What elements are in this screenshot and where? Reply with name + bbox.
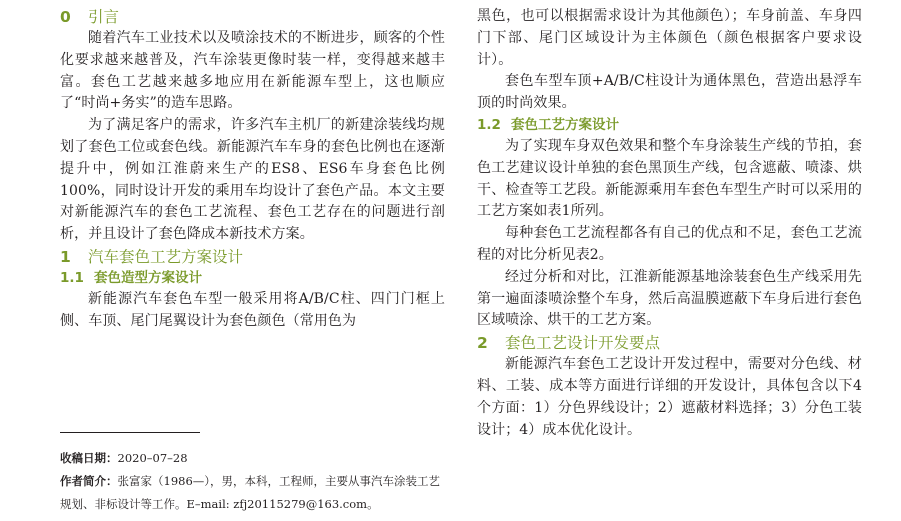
subsection-title: 套色工艺方案设计 — [511, 116, 619, 133]
intro-paragraph-1: 随着汽车工业技术以及喷涂技术的不断进步，顾客的个性化要求越来越普及，汽车涂装更像时装一样，变得越来越丰富。套色工艺越来越多地应用在新能源车型上，这也顺应了“时尚+务实”的造车思路。 — [60, 30, 445, 112]
section-1-1-heading — [60, 268, 445, 289]
section-2-heading — [477, 332, 862, 354]
author-value: 张富家（1986—），男，本科，工程师，主要从事汽车涂装工艺规划、非标设计等工作。E–mail: zfj20115279@163.com。 — [60, 474, 441, 511]
right-column — [477, 6, 862, 441]
section-1-2-paragraph-3: 经过分析和对比，江淮新能源基地涂装套色生产线采用先第一遍面漆喷涂整个车身，然后高温膜遮蔽下车身后进行套色区域喷涂、烘干的工艺方案。 — [477, 268, 862, 329]
received-date-note — [60, 447, 445, 470]
subsection-number: 1.1 — [60, 269, 84, 286]
section-number: 0 — [60, 8, 71, 26]
intro-paragraph-2: 为了满足客户的需求，许多汽车主机厂的新建涂装线均规划了套色工位或套色线。新能源汽车车身的套色比例也在逐渐提升中，例如江淮蔚来生产的ES8、ES6车身套色比例100%，同时设计开发的乘用车均设计了套色产品。本文主要对新能源汽车的套色工艺流程、套色工艺存在的问题进行剖析，并且设计了套色降成本新技术方案。 — [60, 117, 445, 243]
received-value: 2020–07–28 — [117, 451, 188, 465]
section-number: 2 — [477, 334, 488, 353]
section-title: 汽车套色工艺方案设计 — [88, 247, 244, 266]
left-column — [60, 6, 445, 333]
section-1-1-paragraph-1: 新能源汽车套色车型一般采用将A/B/C柱、四门门框上侧、车顶、尾门尾翼设计为套色颜色（常用色为 — [60, 290, 445, 329]
section-1-2-paragraph-1: 为了实现车身双色效果和整个车身涂装生产线的节拍，套色工艺建议设计单独的套色黑顶生产线，包含遮蔽、喷漆、烘干、检查等工艺段。新能源乘用车套色车型生产时可以采用的工艺方案如表1所列。 — [477, 137, 862, 220]
received-label: 收稿日期： — [60, 451, 118, 465]
subsection-number: 1.2 — [477, 116, 501, 133]
section-title: 套色工艺设计开发要点 — [505, 334, 661, 353]
subsection-title: 套色造型方案设计 — [94, 269, 202, 286]
section-title: 引言 — [88, 8, 120, 26]
section-1-1-paragraph-2: 套色车型车顶+A/B/C柱设计为通体黑色，营造出悬浮车顶的时尚效果。 — [477, 73, 862, 112]
author-note — [60, 470, 445, 516]
section-0-heading — [60, 6, 445, 28]
footnote-rule — [60, 432, 200, 433]
section-1-2-heading — [477, 115, 862, 136]
section-2-paragraph-1: 新能源汽车套色工艺设计开发过程中，需要对分色线、材料、工装、成本等方面进行详细的开发设计，具体包含以下4个方面：1）分色界线设计；2）遮蔽材料选择；3）分色工装设计；4）成本优化设计。 — [477, 356, 862, 438]
section-number: 1 — [60, 247, 71, 266]
section-1-2-paragraph-2: 每种套色工艺流程都各有自己的优点和不足，套色工艺流程的对比分析见表2。 — [477, 225, 862, 263]
section-1-heading — [60, 246, 445, 268]
author-label: 作者简介： — [60, 474, 118, 488]
section-1-1-paragraph-1-continued: 黑色，也可以根据需求设计为其他颜色）；车身前盖、车身四门下部、尾门区域设计为主体颜色（颜色根据客户要求设计）。 — [477, 8, 862, 68]
